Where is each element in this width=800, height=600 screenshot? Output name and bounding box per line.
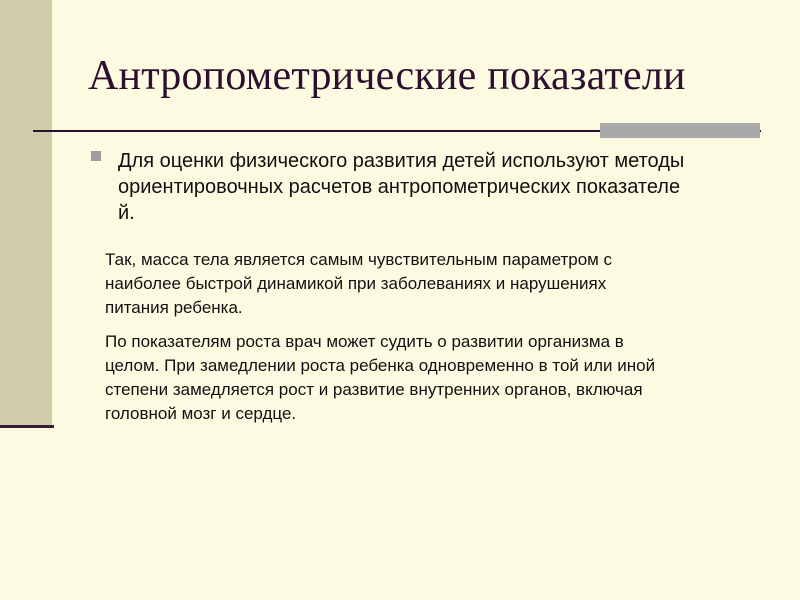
bullet-text: [118, 148, 768, 226]
paragraph-2-line-1: По показателям роста врач может судить о развитии организма в: [105, 332, 624, 351]
paragraph-mass: [105, 248, 765, 320]
paragraph-2-line-3: степени замедляется рост и развитие внутренних органов, включая: [105, 380, 643, 399]
decorative-side-bar: [0, 0, 52, 426]
paragraph-1-line-1: Так, масса тела является самым чувствительным параметром с: [105, 250, 613, 269]
bullet-line-3: й.: [118, 202, 135, 224]
bullet-square-icon: [91, 151, 101, 161]
slide-title: Антропометрические показатели: [88, 53, 686, 99]
bullet-line-1: Для оценки физического развития детей используют методы: [118, 150, 685, 172]
title-accent-block: [600, 123, 760, 138]
bullet-line-2: ориентировочных расчетов антропометрических показателе: [118, 176, 681, 198]
paragraph-1-line-3: питания ребенка.: [105, 298, 243, 317]
paragraph-2-line-4: головной мозг и сердце.: [105, 404, 297, 423]
paragraph-1-line-2: наиболее быстрой динамикой при заболеваниях и нарушениях: [105, 274, 607, 293]
side-bar-underline: [0, 425, 54, 428]
paragraph-2-line-2: целом. При замедлении роста ребенка одновременно в той или иной: [105, 356, 656, 375]
paragraph-height: [105, 330, 765, 426]
